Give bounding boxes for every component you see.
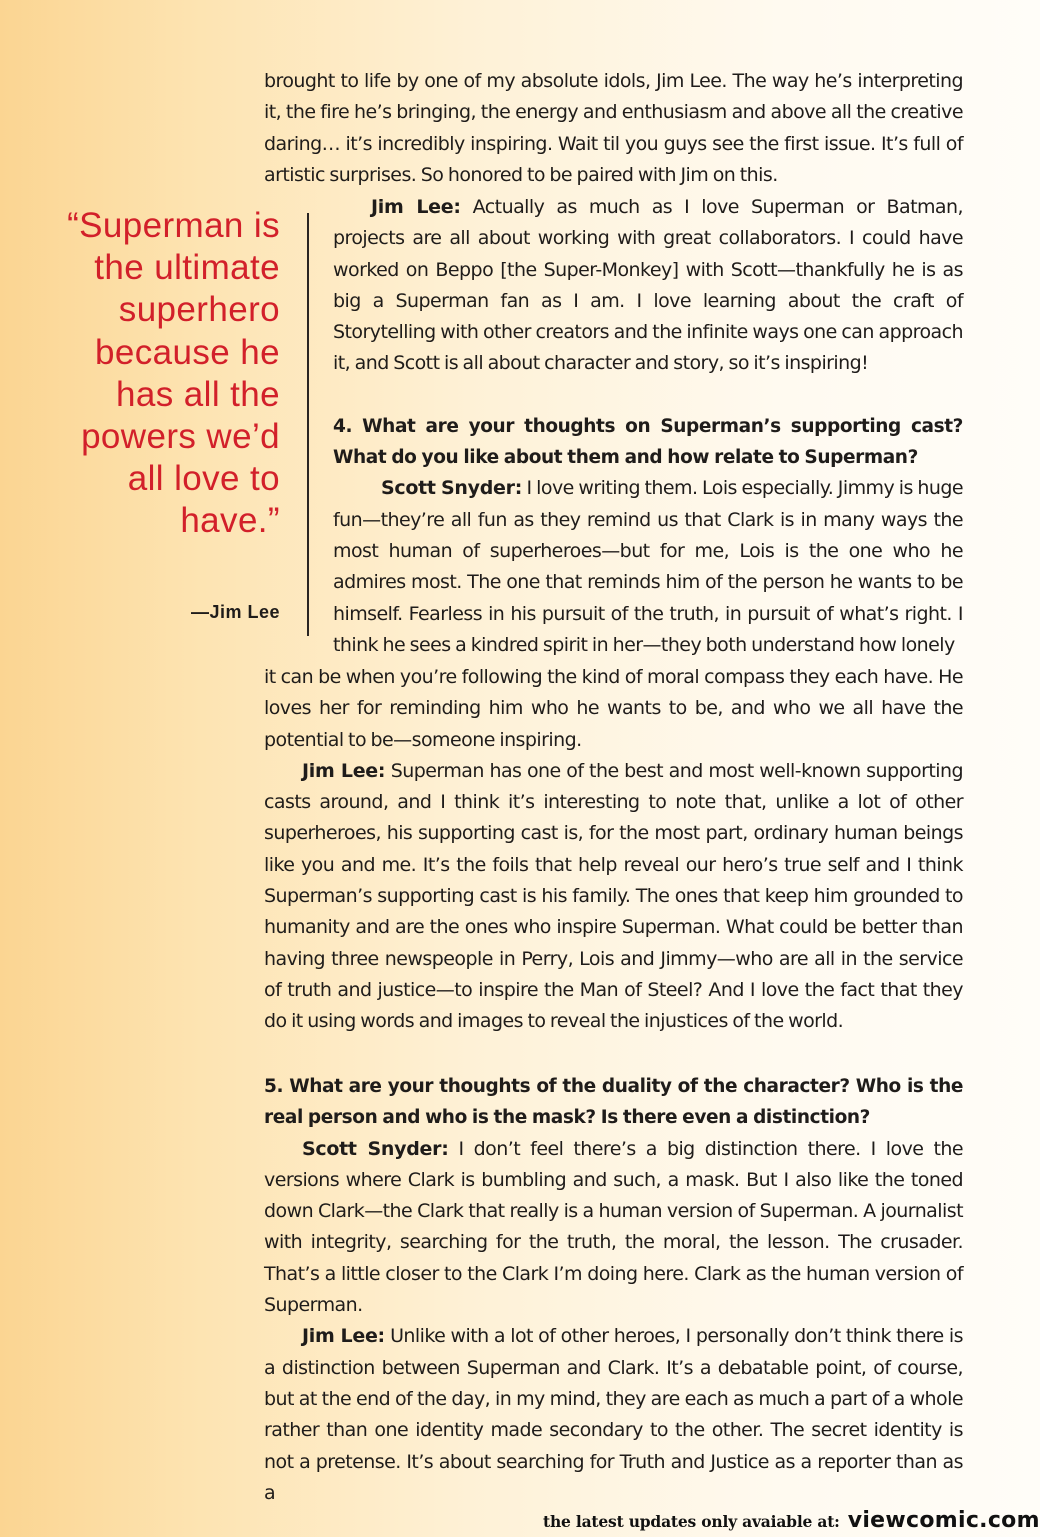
footer-label: the latest updates only avaiable at: (543, 1512, 840, 1531)
speaker-label: Scott Snyder: (381, 477, 522, 500)
article-section-q5 (264, 1071, 963, 1509)
speaker-label: Jim Lee: (302, 1325, 385, 1348)
answer-jim-lee-q3 (333, 192, 963, 380)
answer-jim-lee-q4 (264, 756, 963, 1038)
paragraph-intro: brought to life by one of my absolute idols, Jim Lee. The way he’s interpreting it, the fire he’s bringing, the energy and enthusiasm and above all the creative daring… it’s incredibly inspiring. Wait til you guys see the first issue. It’s full of artistic surprises. So honored to be paired with Jim on this. (264, 70, 963, 186)
answer-scott-snyder-q4 (333, 473, 963, 661)
speaker-label: Jim Lee: (302, 759, 386, 782)
answer-text: I don’t feel there’s a big distinction there. I love the versions where Clark is bumbling and such, a mask. But I also like the toned down Clark—the Clark that really is a human version of Superman. A journalist with integrity, searching for the truth, the moral, the lesson. The crusader. That’s a little closer to the Clark I’m doing here. Clark as the human version of Superman. (264, 1137, 963, 1317)
question-4: 4. What are your thoughts on Superman’s supporting cast? What do you like about them and how relate to Superman? (333, 415, 963, 469)
answer-text: I love writing them. Lois especially. Jimmy is huge fun—they’re all fun as they remind us that Clark is in many ways the most human of superheroes—but for me, Lois is the one who he admires most. The one that reminds him of the person he wants to be himself. Fearless in his pursuit of the truth, in pursuit of what’s right. I think he sees a kindred spirit in her—they both understand how lonely (333, 477, 963, 656)
answer-scott-snyder-q5 (264, 1134, 963, 1322)
pull-quote: “Superman is the ultimate superhero because he has all the powers we’d all love to have.” (67, 206, 280, 541)
answer-text: Actually as much as I love Superman or Batman, projects are all about working with great collaborators. I could have worked on Beppo [the Super-Monkey] with Scott—thankfully he is as big a Superman fan as I am. I love learning about the craft of Storytelling with other creators and the infinite ways one can approach it, and Scott is all about character and story, so it’s inspiring! (333, 196, 963, 375)
article-column-wide (264, 662, 963, 1038)
question-5: 5. What are your thoughts of the duality of the character? Who is the real person and who is the mask? Is there even a distinction? (264, 1076, 963, 1129)
footer-watermark (543, 1508, 1040, 1533)
pull-quote-divider (307, 213, 309, 636)
answer-scott-snyder-q4-continued: it can be when you’re following the kind of moral compass they each have. He loves her for reminding him who he wants to be, and who we all have the potential to be—someone inspiring. (264, 666, 963, 751)
article-intro-continuation (264, 66, 963, 191)
answer-text: Superman has one of the best and most well-known supporting casts around, and I think it’s interesting to note that, unlike a lot of other superheroes, his supporting cast is, for the most part, ordinary human beings like you and me. It’s the foils that help reveal our hero’s true self and I think Superman’s supporting cast is his family. The ones that keep him grounded to humanity and are the ones who inspire Superman. What could be better than having three newspeople in Perry, Lois and Jimmy—who are all in the service of truth and justice—to inspire the Man of Steel? And I love the fact that they do it using words and images to reveal the injustices of the world. (264, 759, 963, 1033)
speaker-label: Scott Snyder: (302, 1137, 449, 1160)
article-column-narrow (333, 192, 963, 661)
answer-text: Unlike with a lot of other heroes, I personally don’t think there is a distinction between Superman and Clark. It’s a debatable point, of course, but at the end of the day, in my mind, they are each as much a part of a whole rather than one identity made secondary to the other. The secret identity is not a pretense. It’s about searching for Truth and Justice as a reporter than as a (264, 1325, 963, 1504)
speaker-label: Jim Lee: (371, 196, 461, 218)
answer-jim-lee-q5 (264, 1321, 963, 1509)
footer-site-link[interactable]: viewcomic.com (847, 1508, 1040, 1533)
pull-quote-attribution: —Jim Lee (190, 602, 280, 622)
